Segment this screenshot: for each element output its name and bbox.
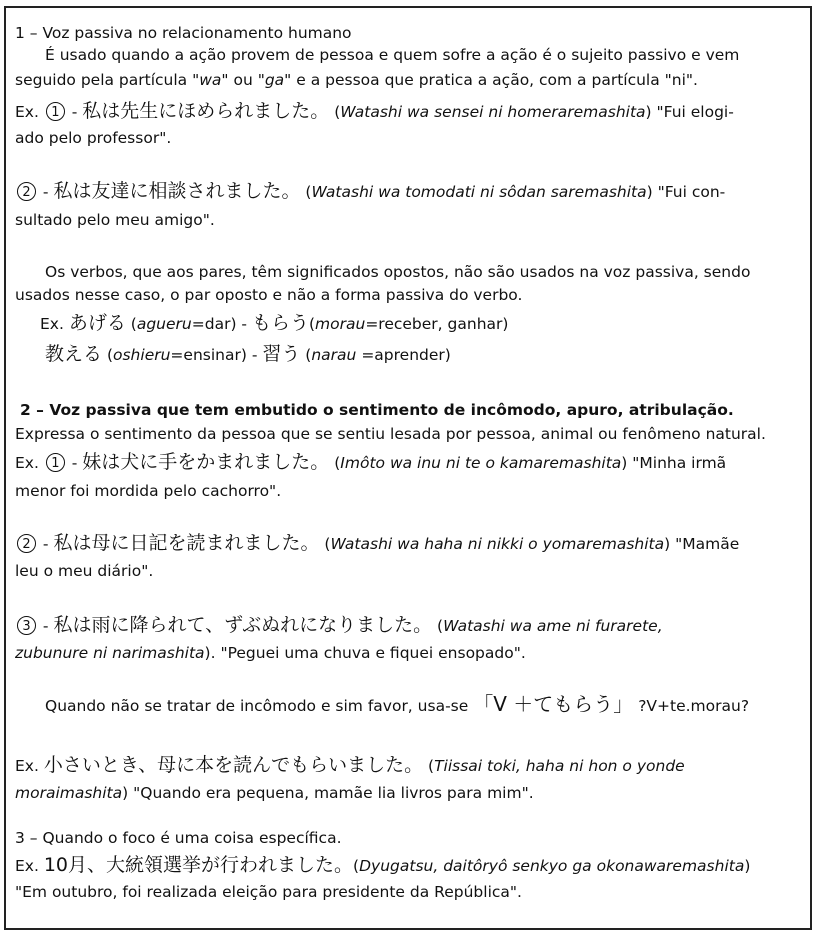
section-2-description: Expressa o sentimento da pessoa que se sentiu lesada por pessoa, animal ou fenômeno natural. xyxy=(15,425,766,443)
section-1-paragraph-2-line-1: Os verbos, que aos pares, têm significados opostos, não são usados na voz passiva, sendo xyxy=(45,263,751,281)
section-2-example-2-continued: leu o meu diário". xyxy=(15,562,154,580)
number-badge: 2 xyxy=(17,534,36,553)
section-2-example-2: 2 - 私は母に日記を読まれました。 (Watashi wa haha ni nikki o yomaremashita) "Mamãe xyxy=(15,533,739,554)
section-1-paragraph-line-1: É usado quando a ação provem de pessoa e quem sofre a ação é o sujeito passivo e vem xyxy=(45,46,740,64)
section-2-example-1: Ex. 1 - 妹は犬に手をかまれました。 (Imôto wa inu ni te o kamaremashita) "Minha irmã xyxy=(15,451,727,473)
section-1-heading: 1 – Voz passiva no relacionamento humano xyxy=(15,24,352,42)
section-1-example-1-continued: ado pelo professor". xyxy=(15,129,172,147)
section-1-paragraph-2-line-2: usados nesse caso, o par oposto e não a forma passiva do verbo. xyxy=(15,286,523,304)
favor-note: Quando não se tratar de incômodo e sim favor, usa-se 「V ＋てもらう」 ?V+te.morau? xyxy=(45,692,750,716)
number-badge: 3 xyxy=(17,616,36,635)
number-badge: 1 xyxy=(46,453,65,472)
section-3-heading: 3 – Quando o foco é uma coisa específica. xyxy=(15,829,342,847)
verb-pair-line-2: 教える (oshieru=ensinar) - 習う (narau =aprender) xyxy=(45,343,451,365)
section-3-example: Ex. 10月、大統領選挙が行われました。(Dyugatsu, daitôryô senkyo ga okonawaremashita) xyxy=(15,854,751,876)
section-2-heading: 2 – Voz passiva que tem embutido o sentimento de incômodo, apuro, atribulação. xyxy=(20,401,734,419)
section-1-example-2: 2 - 私は友達に相談されました。 (Watashi wa tomodati ni sôdan saremashita) "Fui con- xyxy=(15,181,725,202)
section-2-example-4: Ex. 小さいとき、母に本を読んでもらいました。 (Tiissai toki, haha ni hon o yonde xyxy=(15,754,685,776)
section-1-example-2-continued: sultado pelo meu amigo". xyxy=(15,211,215,229)
section-1-example-1: Ex. 1 - 私は先生にほめられました。 (Watashi wa sensei ni homeraremashita) "Fui elogi- xyxy=(15,100,734,122)
section-3-example-translation: "Em outubro, foi realizada eleição para presidente da República". xyxy=(15,883,522,901)
section-2-example-4-continued: moraimashita) "Quando era pequena, mamãe lia livros para mim". xyxy=(15,784,534,802)
number-badge: 2 xyxy=(17,182,36,201)
number-badge: 1 xyxy=(46,102,65,121)
section-2-example-3-continued: zubunure ni narimashita). "Peguei uma chuva e fiquei ensopado". xyxy=(15,644,526,662)
section-1-paragraph-line-2: seguido pela partícula "wa" ou "ga" e a pessoa que pratica a ação, com a partícula "ni". xyxy=(15,71,698,89)
section-2-example-1-continued: menor foi mordida pelo cachorro". xyxy=(15,482,282,500)
section-2-example-3: 3 - 私は雨に降られて、ずぶぬれになりました。 (Watashi wa ame ni furarete, xyxy=(15,615,663,636)
verb-pair-line-1: Ex. あげる (agueru=dar) - もらう(morau=receber, ganhar) xyxy=(40,312,509,334)
